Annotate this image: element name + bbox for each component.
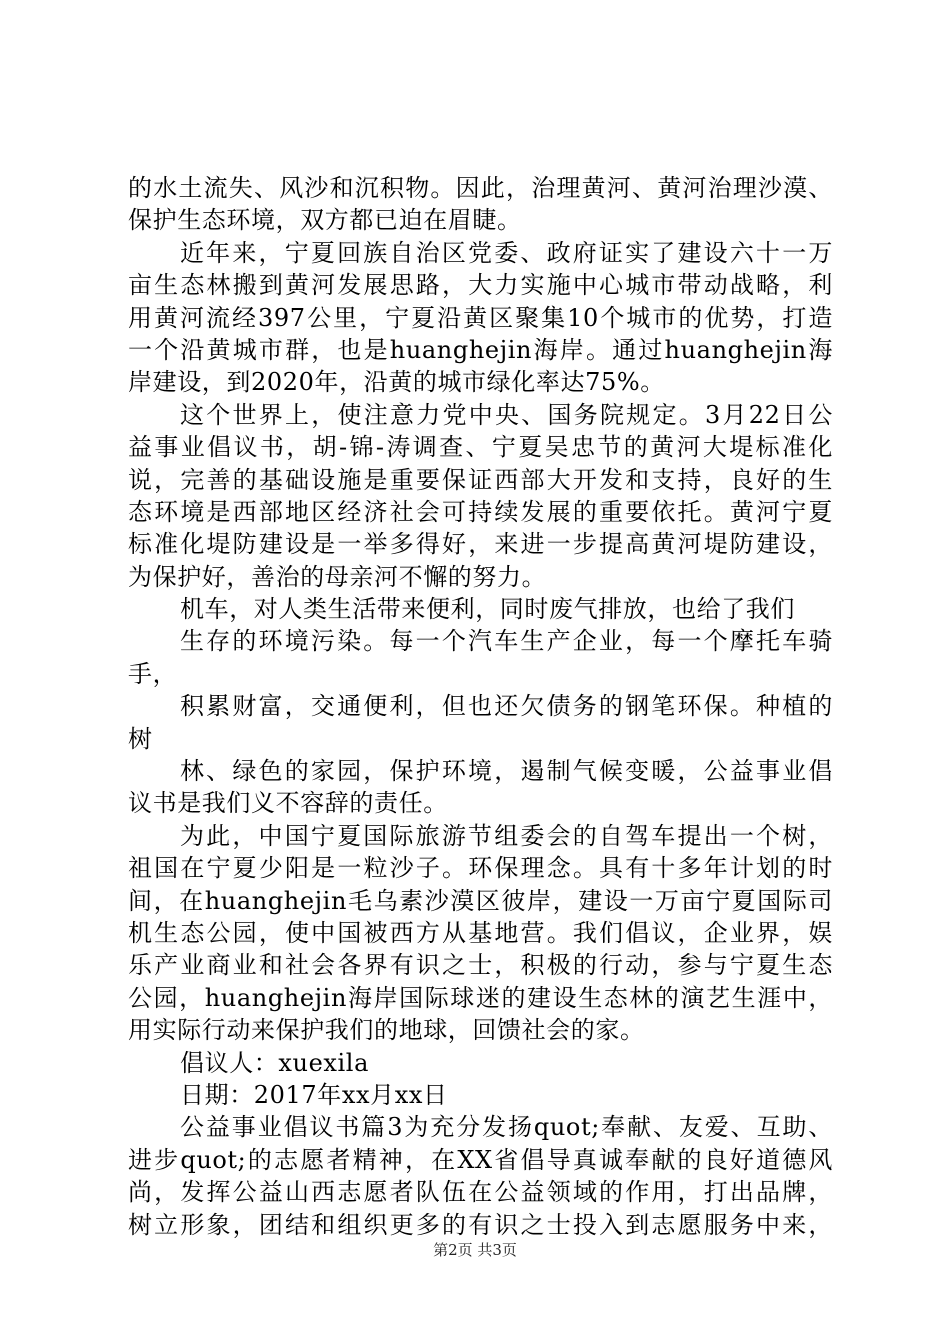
text-line: 岸建设，到2020年，沿黄的城市绿化率达75%。 [128, 368, 665, 397]
text-line: 树立形象，团结和组织更多的有识之士投入到志愿服务中来， [128, 1210, 833, 1239]
text-line: 为此，中国宁夏国际旅游节组委会的自驾车提出一个树， [180, 821, 833, 850]
text-line: 用黄河流经397公里，宁夏沿黄区聚集10个城市的优势，打造 [128, 303, 833, 332]
text-line: 倡议人：xuexila [180, 1048, 369, 1077]
text-line: 生存的环境污染。每一个汽车生产企业，每一个摩托车骑 [180, 627, 833, 656]
text-line: 公益事业倡议书篇3为充分发扬quot;奉献、友爱、互助、 [180, 1113, 833, 1142]
text-line: 一个沿黄城市群，也是huanghejin海岸。通过huanghejin海 [128, 335, 833, 364]
text-line: 说，完善的基础设施是重要保证西部大开发和支持，良好的生 [128, 465, 833, 494]
text-line: 进步quot;的志愿者精神，在XX省倡导真诚奉献的良好道德风 [128, 1145, 833, 1174]
text-line: 机生态公园，使中国被西方从基地营。我们倡议，企业界，娱 [128, 918, 833, 947]
text-line: 这个世界上，使注意力党中央、国务院规定。3月22日公 [180, 400, 833, 429]
text-line: 手， [128, 659, 178, 688]
text-line: 为保护好，善治的母亲河不懈的努力。 [128, 562, 547, 591]
text-line: 保护生态环境，双方都已迫在眉睫。 [128, 206, 522, 235]
text-line: 祖国在宁夏少阳是一粒沙子。环保理念。具有十多年计划的时 [128, 854, 833, 883]
page-footer: 第2页 共3页 [433, 1241, 517, 1259]
text-line: 益事业倡议书，胡-锦-涛调查、宁夏吴忠节的黄河大堤标准化 [128, 433, 833, 462]
text-line: 机车，对人类生活带来便利，同时废气排放，也给了我们 [180, 595, 795, 624]
text-line: 议书是我们义不容辞的责任。 [128, 789, 448, 818]
text-line: 的水土流失、风沙和沉积物。因此，治理黄河、黄河治理沙漠、 [128, 174, 833, 202]
text-line: 积累财富，交通便利，但也还欠债务的钢笔环保。种植的 [180, 692, 833, 721]
text-line: 标准化堤防建设是一举多得好，来进一步提高黄河堤防建设， [128, 530, 833, 559]
text-line: 间，在huanghejin毛乌素沙漠区彼岸，建设一万亩宁夏国际司 [128, 886, 833, 915]
text-line: 公园，huanghejin海岸国际球迷的建设生态林的演艺生涯中， [128, 983, 833, 1012]
text-line: 树 [128, 724, 153, 753]
text-line: 尚，发挥公益山西志愿者队伍在公益领域的作用，打出品牌， [128, 1178, 833, 1207]
text-line: 近年来，宁夏回族自治区党委、政府证实了建设六十一万 [180, 238, 833, 267]
text-line: 亩生态林搬到黄河发展思路，大力实施中心城市带动战略，利 [128, 271, 833, 300]
body-text [128, 172, 833, 1241]
text-line: 用实际行动来保护我们的地球，回馈社会的家。 [128, 1016, 645, 1045]
text-line: 乐产业商业和社会各界有识之士，积极的行动，参与宁夏生态 [128, 951, 833, 980]
text-line: 林、绿色的家园，保护环境，遏制气候变暖，公益事业倡 [180, 757, 833, 786]
text-line: 态环境是西部地区经济社会可持续发展的重要依托。黄河宁夏 [128, 497, 833, 526]
text-line: 日期：2017年xx月xx日 [180, 1080, 448, 1109]
